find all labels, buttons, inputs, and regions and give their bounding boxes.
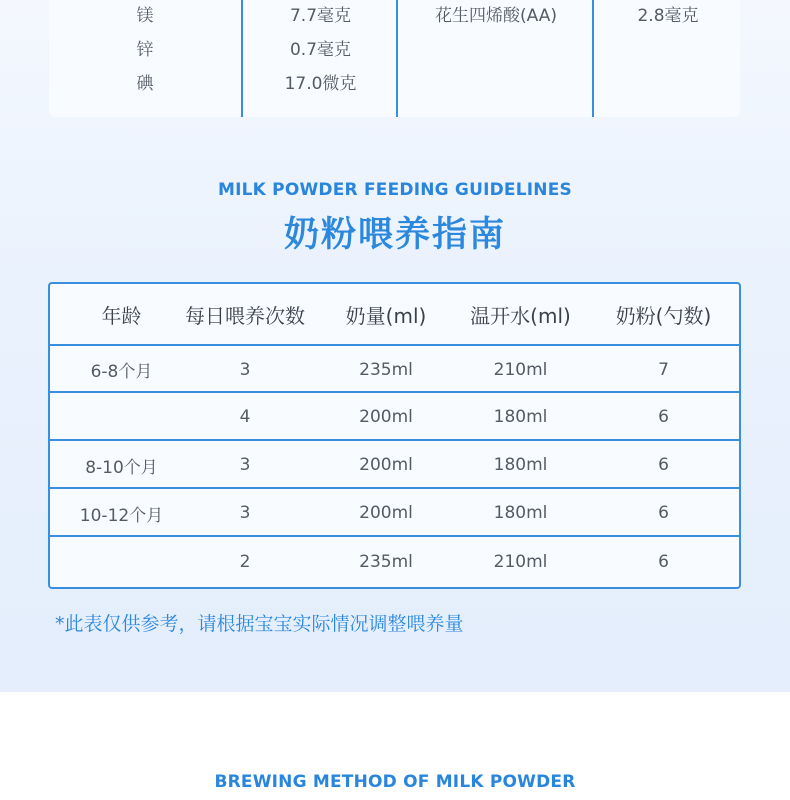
table-header-row bbox=[50, 284, 739, 344]
header-warm-water: 温开水(ml) bbox=[470, 303, 571, 328]
nutrient-amount: 7.7毫克 bbox=[289, 6, 352, 26]
header-times-per-day: 每日喂养次数 bbox=[185, 303, 305, 328]
cell-water: 180ml bbox=[493, 503, 548, 523]
header-age: 年龄 bbox=[101, 303, 142, 328]
cell-age: 8-10个月 bbox=[85, 457, 158, 478]
cell-scoops: 6 bbox=[658, 455, 669, 475]
cell-milk: 200ml bbox=[359, 503, 413, 523]
table-row bbox=[50, 391, 739, 441]
header-scoops: 奶粉(勺数) bbox=[615, 303, 712, 328]
nutrient-name: 花生四烯酸(AA) bbox=[435, 6, 557, 26]
cell-water: 210ml bbox=[493, 552, 548, 572]
cell-water: 180ml bbox=[493, 407, 548, 427]
cell-scoops: 6 bbox=[658, 503, 669, 523]
cell-scoops: 7 bbox=[658, 359, 669, 380]
table-row bbox=[50, 487, 739, 537]
header-milk-volume: 奶量(ml) bbox=[345, 303, 427, 328]
nutrient-name: 锌 bbox=[136, 40, 154, 60]
cell-times: 3 bbox=[239, 455, 251, 475]
cell-scoops: 6 bbox=[658, 407, 669, 427]
table-row bbox=[50, 344, 739, 393]
cell-times: 2 bbox=[239, 552, 251, 572]
cell-age: 6-8个月 bbox=[90, 362, 153, 382]
cell-milk: 235ml bbox=[359, 359, 413, 380]
nutrient-name: 镁 bbox=[136, 6, 154, 26]
table-row bbox=[50, 439, 739, 489]
cell-milk: 235ml bbox=[359, 552, 413, 572]
nutrient-amount: 2.8毫克 bbox=[637, 6, 699, 26]
cell-scoops: 6 bbox=[658, 552, 669, 572]
nutrient-amount: 17.0微克 bbox=[284, 74, 357, 94]
feeding-title-cn: 奶粉喂养指南 bbox=[283, 215, 506, 255]
table-row bbox=[50, 535, 739, 587]
cell-water: 210ml bbox=[493, 359, 548, 380]
nutrient-amount: 0.7毫克 bbox=[289, 40, 352, 60]
feeding-title-en: MILK POWDER FEEDING GUIDELINES bbox=[218, 180, 572, 200]
cell-milk: 200ml bbox=[359, 455, 413, 475]
cell-times: 3 bbox=[239, 359, 251, 380]
nutrient-name: 碘 bbox=[136, 74, 154, 94]
brewing-title-en: BREWING METHOD OF MILK POWDER bbox=[214, 772, 576, 792]
cell-times: 4 bbox=[239, 407, 251, 427]
nutrition-column-nutrient bbox=[49, 0, 241, 117]
feeding-note: *此表仅供参考，请根据宝宝实际情况调整喂养量 bbox=[55, 613, 464, 635]
nutrition-column-nutrient-2 bbox=[396, 0, 594, 117]
cell-milk: 200ml bbox=[359, 407, 413, 427]
cell-times: 3 bbox=[239, 503, 251, 523]
cell-water: 180ml bbox=[493, 455, 548, 475]
nutrition-column-amount bbox=[241, 0, 398, 117]
nutrition-column-amount-2 bbox=[592, 0, 742, 117]
feeding-table bbox=[48, 282, 741, 589]
cell-age: 10-12个月 bbox=[79, 505, 164, 526]
